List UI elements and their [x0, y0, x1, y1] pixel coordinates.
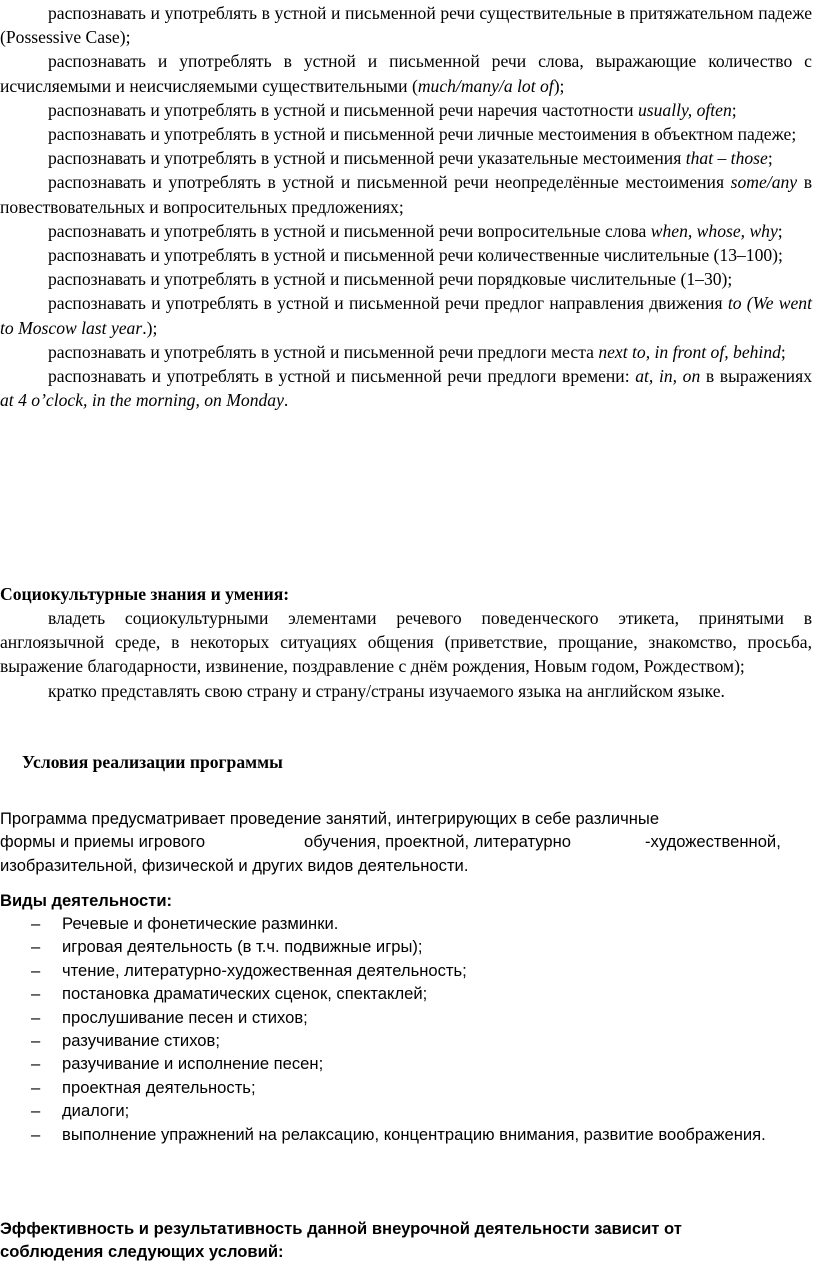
conditions-line-1: Программа предусматривает проведение занятий, интегрирующих в себе различные: [0, 809, 660, 828]
grammar-item: распознавать и употреблять в устной и письменной речи наречия частотности usually, often;: [48, 99, 737, 120]
dash-bullet-icon: –: [31, 914, 41, 933]
conditions-paragraph: [0, 807, 816, 877]
list-item: – диалоги;: [0, 1099, 816, 1122]
dash-bullet-icon: –: [31, 1124, 41, 1144]
activities-list: [0, 912, 816, 1146]
grammar-item: распознавать и употреблять в устной и письменной речи вопросительные слова when, whose, why;: [48, 220, 783, 241]
list-item: – прослушивание песен и стихов;: [0, 1006, 816, 1029]
list-item: – проектная деятельность;: [0, 1076, 816, 1099]
conditions-line-2-part-a: формы и приемы игрового: [0, 832, 206, 852]
conditions-line-2-part-b: обучения, проектной, литературно: [304, 832, 571, 852]
grammar-item: распознавать и употреблять в устной и письменной речи порядковые числительные (1–30);: [48, 269, 733, 290]
list-item: – игровая деятельность (в т.ч. подвижные игры);: [0, 935, 816, 958]
sociocultural-item: кратко представлять свою страну и страну/страны изучаемого языка на английском языке.: [48, 680, 725, 701]
grammar-list: [0, 1, 814, 412]
conditions-line-3: изобразительной, физической и других видов деятельности.: [0, 855, 469, 875]
grammar-item-time: распознавать и употреблять в устной и письменной речи предлоги времени: at, in, on в выражениях at 4 o’clock, in the morning, on Monday.: [0, 366, 812, 411]
grammar-item: распознавать и употреблять в устной и письменной речи количественные числительные (13–100);: [48, 245, 783, 266]
grammar-item: распознавать и употреблять в устной и письменной речи указательные местоимения that – those;: [48, 148, 773, 169]
dash-bullet-icon: –: [31, 1007, 41, 1027]
list-item: – постановка драматических сценок, спектаклей;: [0, 982, 816, 1005]
effectiveness-heading-line-2: соблюдения следующих условий:: [0, 1242, 284, 1262]
grammar-item: распознавать и употреблять в устной и письменной речи существительные в притяжательном падеже (Possessive Case);: [0, 3, 812, 48]
sociocultural-heading: Социокультурные знания и умения:: [0, 584, 290, 604]
dash-bullet-icon: –: [31, 960, 41, 980]
list-item: – разучивание стихов;: [0, 1029, 816, 1052]
dash-bullet-icon: –: [31, 1101, 41, 1121]
conditions-heading: Условия реализации программы: [22, 752, 283, 772]
dash-bullet-icon: –: [31, 1031, 41, 1051]
activities-heading: Виды деятельности:: [0, 891, 173, 910]
list-item: – Речевые и фонетические разминки.: [0, 912, 816, 935]
conditions-line-2: [0, 830, 816, 853]
grammar-item: распознавать и употреблять в устной и письменной речи предлог направления движения to (We went to Moscow last year.);: [0, 293, 812, 338]
grammar-item: распознавать и употреблять в устной и письменной речи неопределённые местоимения some/any в повествовательных и вопросительных предложениях;: [0, 172, 812, 217]
list-item: – разучивание и исполнение песен;: [0, 1052, 816, 1075]
grammar-item: распознавать и употреблять в устной и письменной речи предлоги места next to, in front of, behind;: [48, 341, 786, 362]
effectiveness-heading: [0, 1217, 816, 1264]
effectiveness-heading-line-1: Эффективность и результативность данной внеурочной деятельности зависит от: [0, 1219, 682, 1238]
conditions-line-2-part-c: -художественной,: [645, 832, 781, 852]
grammar-item: распознавать и употреблять в устной и письменной речи слова, выражающие количество с исчисляемыми и неисчисляемыми существительными (much/many/a lot of);: [0, 51, 812, 96]
dash-bullet-icon: –: [31, 937, 41, 957]
sociocultural-list: [0, 606, 814, 703]
list-item: – выполнение упражнений на релаксацию, концентрацию внимания, развитие воображения.: [0, 1123, 816, 1146]
grammar-item: распознавать и употреблять в устной и письменной речи личные местоимения в объектном падеже;: [48, 124, 797, 145]
dash-bullet-icon: –: [31, 984, 41, 1004]
dash-bullet-icon: –: [31, 1077, 41, 1097]
dash-bullet-icon: –: [31, 1054, 41, 1074]
list-item: – чтение, литературно-художественная деятельность;: [0, 959, 816, 982]
sociocultural-item: владеть социокультурными элементами речевого поведенческого этикета, принятыми в англоязычной среде, в некоторых ситуациях общения (приветствие, прощание, знакомство, просьба, выражение благодарности, извинение, поздравление с днём рождения, Новым годом, Рождеством);: [0, 608, 812, 677]
